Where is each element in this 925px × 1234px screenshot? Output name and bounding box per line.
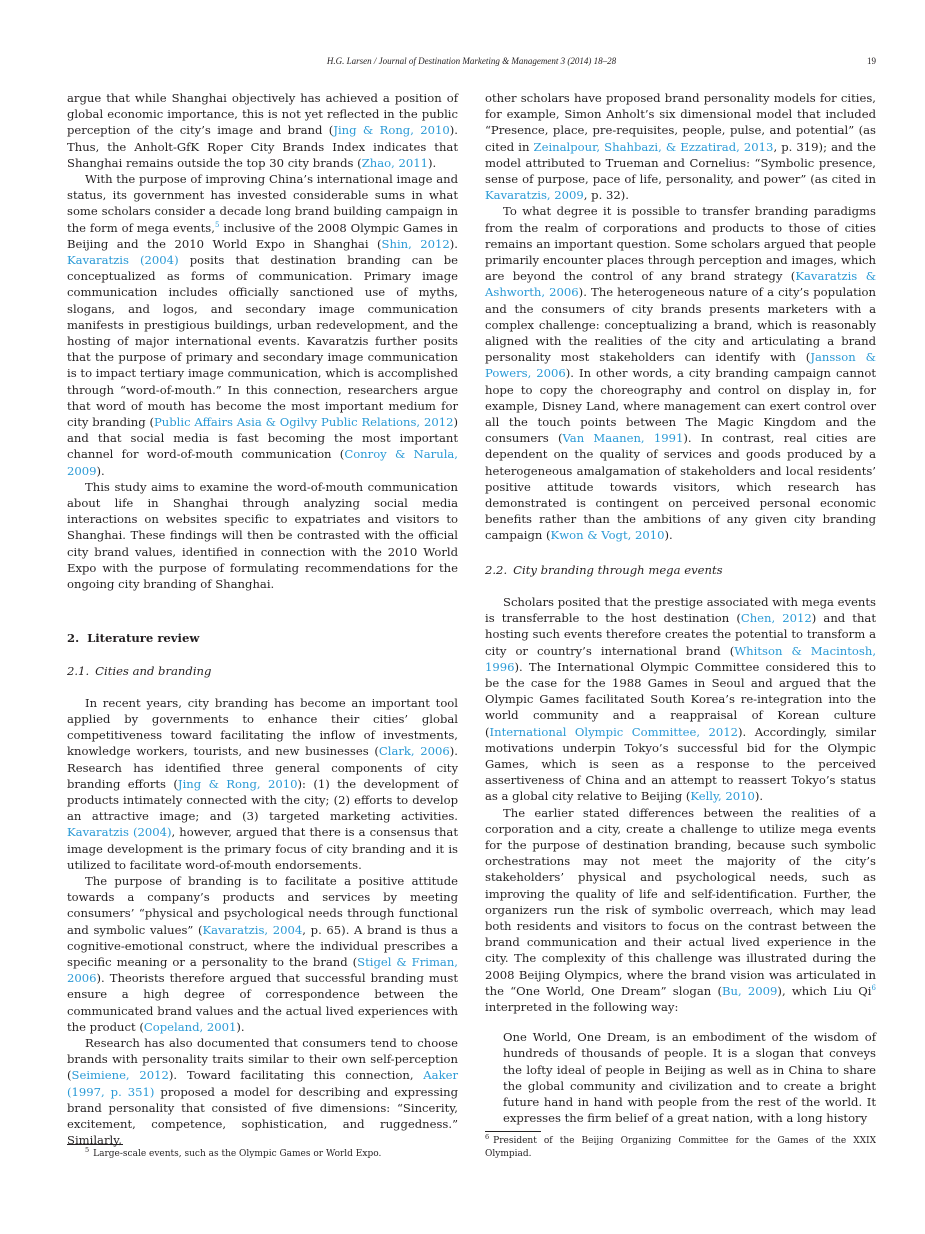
footnote-rule bbox=[67, 1144, 123, 1145]
citation-link[interactable]: Whitson & Macintosh, 1996 bbox=[485, 643, 877, 674]
subsection-heading: 2.2. City branding through mega events bbox=[485, 562, 723, 577]
citation-link[interactable]: Public Affairs Asia & Ogilvy Public Relations, 2012 bbox=[153, 415, 454, 430]
right-column bbox=[485, 90, 876, 1126]
paragraph: To what degree it is possible to transfer branding paradigms from the realm of corporations and products to those of cities remains an important question. Some scholars argued that people primarily encounter places through perception and images, which are beyond the control of any brand strategy (Kavaratzis & Ashworth, 2006). The heterogeneous nature of a city’s population and the consumers of city brands presents marketers with a complex challenge: conceptualizing a brand, which is reasonably aligned with the realities of the city and articulating a brand personality most stakeholders can identify with (Jansson & Powers, 2006). In other words, a city branding campaign cannot hope to copy the choreography and control on display in, for example, Disney Land, where management can exert control over all the touch points between The Magic Kingdom and the consumers (Van Maanen, 1991). In contrast, real cities are dependent on the quality of services and goods produced by a heterogeneous amalgamation of stakeholders and local residents’ positive attitude towards visitors, which research has demonstrated is contingent on perceived personal economic benefits rather than the ambitions of any given city branding campaign (Kwon & Vogt, 2010). bbox=[485, 204, 877, 543]
citation-link[interactable]: Kavaratzis, 2004 bbox=[202, 922, 303, 937]
citation-link[interactable]: Seimiene, 2012 bbox=[71, 1068, 169, 1083]
footnote-text: Large-scale events, such as the Olympic Games or World Expo. bbox=[93, 1149, 382, 1159]
citation-link[interactable]: Jing & Rong, 2010 bbox=[177, 776, 298, 791]
citation-link[interactable]: Kwon & Vogt, 2010 bbox=[550, 528, 665, 543]
citation-link[interactable]: Van Maanen, 1991 bbox=[562, 431, 684, 446]
citation-link[interactable]: Shin, 2012 bbox=[381, 236, 450, 251]
footnote bbox=[485, 1131, 876, 1161]
citation-link[interactable]: International Olympic Committee, 2012 bbox=[489, 724, 739, 739]
citation-link[interactable]: Kelly, 2010 bbox=[690, 789, 755, 804]
citation-link[interactable]: Kavaratzis & Ashworth, 2006 bbox=[485, 269, 877, 300]
citation-link[interactable]: Kavaratzis (2004) bbox=[67, 253, 179, 268]
block-quote: One World, One Dream, is an embodiment of the wisdom of hundreds of thousands of people. It is a slogan that conveys the lofty ideal of people in Beijing as well as in China to share the global community and civilization and to create a bright future hand in hand with people from the rest of the world. It expresses the firm belief of a great nation, with a long history bbox=[503, 1030, 876, 1126]
paragraph: Scholars posited that the prestige associated with mega events is transferrable to the host destination (Chen, 2012) and that hosting such events therefore creates the potential to transform a city or country’s international brand (Whitson & Macintosh, 1996). The International Olympic Committee considered this to be the case for the 1988 Games in Seoul and argued that the Olympic Games facilitated South Korea’s re-integration into the world community and a reappraisal of Korean culture (International Olympic Committee, 2012). Accordingly, similar motivations underpin Tokyo’s successful bid for the Olympic Games, which is seen as a response to the perceived assertiveness of China and an attempt to reassert Tokyo’s status as a global city relative to Beijing (Kelly, 2010). bbox=[485, 594, 877, 804]
citation-link[interactable]: Bu, 2009 bbox=[722, 983, 778, 998]
citation-link[interactable]: Copeland, 2001 bbox=[143, 1019, 237, 1034]
paragraph: In recent years, city branding has become an important tool applied by governments to enhance their cities’ global competitiveness toward facilitating the inflow of investments, knowledge workers, tourists, and new businesses (Clark, 2006). Research has identified three general components of city branding efforts (Jing & Rong, 2010): (1) the development of products intimately connected with the city; (2) efforts to develop an attractive image; and (3) targeted marketing activities. Kavaratzis (2004), however, argued that there is a consensus that image development is the primary focus of city branding and it is utilized to facilitate word-of-mouth endorsements. bbox=[67, 695, 458, 872]
citation-link[interactable]: Stigel & Friman, 2006 bbox=[67, 954, 458, 986]
footnote-rule bbox=[485, 1131, 541, 1132]
page-number: 19 bbox=[867, 56, 876, 66]
citation-link[interactable]: Zeinalpour, Shahbazi, & Ezzatirad, 2013 bbox=[533, 139, 774, 154]
section-heading: 2. Literature review bbox=[67, 631, 200, 646]
citation-link[interactable]: Zhao, 2011 bbox=[361, 155, 429, 170]
paragraph: other scholars have proposed brand personality models for cities, for example, Simon Anholt’s six dimensional model that included “Presence, place, pre-requisites, people, pulse, and potential” (as cited in Zeinalpour, Shahbazi, & Ezzatirad, 2013, p. 319); and the model attributed to Trueman and Cornelius: “Symbolic presence, sense of purpose, pace of life, personality, and power” (as cited in Kavaratzis, 2009, p. 32). bbox=[485, 91, 876, 203]
citation-link[interactable]: Chen, 2012 bbox=[740, 611, 812, 626]
paragraph: Research has also documented that consumers tend to choose brands with personality traits similar to their own self-perception (Seimiene, 2012). Toward facilitating this connection, Aaker (1997, p. 351) proposed a model for describing and expressing brand personality that consisted of five dimensions: “Sincerity, excitement, competence, sophistication, and ruggedness.” Similarly, bbox=[67, 1035, 458, 1148]
footnote-ref[interactable]: 6 bbox=[871, 983, 876, 992]
footnote bbox=[67, 1144, 458, 1161]
citation-link[interactable]: Kavaratzis, 2009 bbox=[485, 188, 584, 203]
paragraph: argue that while Shanghai objectively has achieved a position of global economic importance, this is not yet reflected in the public perception of the city’s image and brand (Jing & Rong, 2010). Thus, the Anholt-GfK Roper City Brands Index indicates that Shanghai remains outside the top 30 city brands (Zhao, 2011). bbox=[67, 91, 458, 170]
paragraph: The purpose of branding is to facilitate a positive attitude towards a company’s products and services by meeting consumers’ “physical and psychological needs through functional and symbolic values” (Kavaratzis, 2004, p. 65). A brand is thus a cognitive-emotional construct, where the individual prescribes a specific meaning or a personality to the brand (Stigel & Friman, 2006). Theorists therefore argued that successful branding must ensure a high degree of correspondence between the communicated brand values and the actual lived experiences with the product (Copeland, 2001). bbox=[67, 873, 458, 1034]
paragraph: The earlier stated differences between the realities of a corporation and a city, create a challenge to utilize mega events for the purpose of destination branding, because such symbolic orchestrations may not meet the majority of the city’s stakeholders’ physical and psychological needs, such as improving the quality of life and self-identification. Further, the organizers run the risk of symbolic overreach, which may lead both residents and visitors to focus on the contrast between the brand communication and their actual lived experience in the city. The complexity of this challenge was illustrated during the 2008 Beijing Olympics, where the brand vision was articulated in the “One World, One Dream” slogan (Bu, 2009), which Liu Qi$^6$ interpreted in the following way: bbox=[485, 805, 876, 1014]
footnote-mark: 6 bbox=[485, 1133, 490, 1141]
citation-link[interactable]: Jing & Rong, 2010 bbox=[333, 123, 450, 138]
citation-link[interactable]: Aaker (1997, p. 351) bbox=[67, 1068, 458, 1099]
footnote-ref[interactable]: 5 bbox=[214, 220, 220, 229]
paragraph: This study aims to examine the word-of-mouth communication about life in Shanghai through analyzing social media interactions on websites specific to expatriates and visitors to Shanghai. These findings will then be contrasted with the official city brand values, identified in connection with the 2010 World Expo with the purpose of formulating recommendations for the ongoing city branding of Shanghai. bbox=[67, 479, 458, 592]
citation-link[interactable]: Clark, 2006 bbox=[378, 744, 450, 759]
paragraph: With the purpose of improving China’s international image and status, its government has invested considerable sums in what some scholars consider a decade long brand building campaign in the form of mega events,$^5$ inclusive of the 2008 Olympic Games in Beijing and the 2010 World Expo in Shanghai (Shin, 2012). Kavaratzis (2004) posits that destination branding can be conceptualized as forms of communication. Primary image communication includes officially sanctioned use of myths, slogans, and logos, and secondary image communication manifests in prestigious buildings, urban redevelopment, and the hosting of major international events. Kavaratzis further posits that the purpose of primary and secondary image communication is to impact tertiary image communication, which is accomplished through “word-of-mouth.” In this connection, researchers argue that word of mouth has become the most important medium for city branding (Public Affairs Asia & Ogilvy Public Relations, 2012) and that social media is fast becoming the most important channel for word-of-mouth communication (Conroy & Narula, 2009). bbox=[67, 172, 458, 478]
citation-link[interactable]: Jansson & Powers, 2006 bbox=[485, 350, 876, 381]
subsection-heading: 2.1. Cities and branding bbox=[67, 663, 212, 678]
left-column bbox=[67, 90, 458, 1148]
footnote-text: President of the Beijing Organizing Committee for the Games of the XXIX Olympiad. bbox=[485, 1136, 876, 1159]
citation-link[interactable]: Kavaratzis (2004) bbox=[67, 825, 172, 840]
footnote-mark: 5 bbox=[85, 1146, 90, 1154]
citation-link[interactable]: Conroy & Narula, 2009 bbox=[67, 447, 458, 478]
running-header bbox=[67, 56, 876, 70]
journal-running-title: H.G. Larsen / Journal of Destination Marketing & Management 3 (2014) 18–28 bbox=[326, 56, 617, 66]
